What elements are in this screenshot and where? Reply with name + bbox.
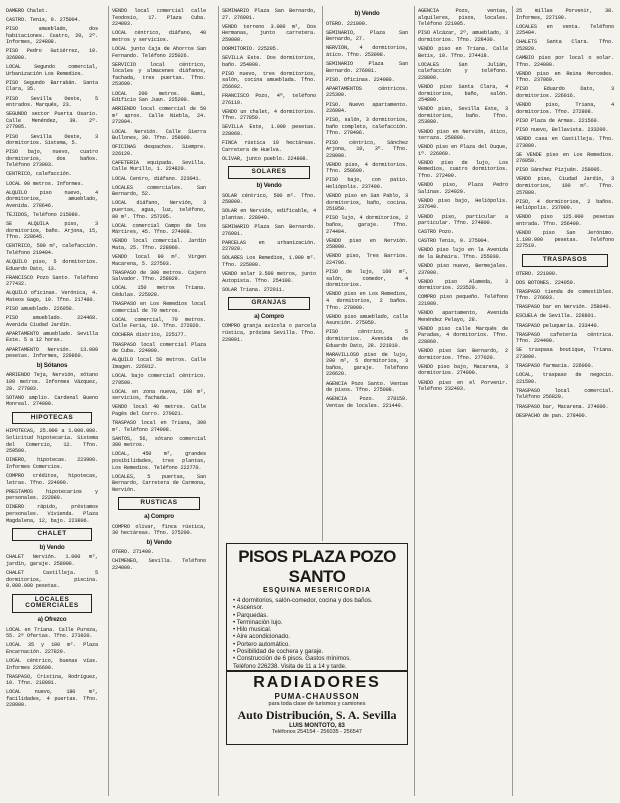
classified-ad: VENDO local comercial. Jardín Mata, 25. Tfno. 228060. — [112, 238, 206, 251]
classified-ad: PISO Plaza de Armas. 221560. — [516, 117, 600, 124]
classified-ad: LOCAL en Triana. Calle Pureza, 55. 2ª Ofertas. Tfno. 273920. — [6, 626, 98, 640]
column-rule — [108, 6, 109, 796]
classified-ad: HIPOTECAS, 25.000 a 1.000.000. Solicitud hipotecaria. Sistema del Comercio, 12. Tfno. 259500. — [6, 428, 98, 455]
classified-ad: LOCAL, traspaso de negocio. 221500. — [516, 372, 614, 385]
classified-ad: LOCAL 150 metros Triana. Cédulas. 225028. — [112, 285, 206, 298]
classified-ad: OLIVAR, junto pueblo. 224808. — [222, 155, 309, 162]
classified-ad: SE VENDE piso en Los Remedios. 276050. — [516, 151, 614, 165]
classified-ad: PARCELAS en urbanización. 227020. — [222, 239, 316, 253]
classified-ad: LOCAL nuevo, 180 m², facilidades, 4 puertas. Tfno. 228900. — [6, 689, 98, 709]
classified-ad: PRESTAMOS hipotecarios y personales. 222080. — [6, 488, 98, 502]
classified-ad: DORMITORIO. 225205. — [222, 45, 279, 52]
classified-ad: SOTANO amplio. Cardenal Bueno Monreal. 274000. — [6, 394, 98, 408]
classified-ad: VENDO local 90 m². Virgen Macarena, 5. 227503. — [112, 254, 206, 267]
ad-feature: • Terminación lujo. — [233, 619, 401, 626]
classified-ad: VENDO piso, 4 dormitorios. Tfno. 258600. — [326, 161, 408, 175]
classified-ad: TRASPASO local comercial. Teléfono 256820. — [516, 387, 614, 401]
section-heading: HIPOTECAS — [12, 412, 92, 425]
classified-ad: CENTRICO, 500 m², calefacción. Teléfono 219404. — [6, 243, 98, 256]
classified-ad: SEMINARIO Plaza San Bernardo. 276001. — [326, 61, 408, 74]
classified-ad: VENDO solar 3.500 metros, junto Autopista. Tfno. 254100. — [222, 271, 316, 284]
classified-ad: TRASPASO bar, Macarena. 274600. — [516, 403, 609, 410]
classified-ad: VENDO piso en San Pablo, 3 dormitorios, baño, cocina. 251850. — [326, 193, 408, 213]
classified-ad: LOCAL comercial, 70 metros. Calle Feria, 10. Tfno. 272020. — [112, 316, 206, 330]
classified-ad: ALQUILO oficinas. Verónica, 4. Mateos Gago, 19. Tfno. 217480. — [6, 290, 98, 303]
ad-feature: • Hilo musical. — [233, 626, 401, 633]
classified-ad: PISO Sánchez Pizjuán. 258005. — [516, 167, 603, 174]
classified-ad: COMPRO piso pequeño. Teléfono 221080. — [418, 294, 508, 308]
classified-ad: SE ALQUILA piso, 3 dormitorios, baño. Arjona, 15, Tfno. 228645. — [6, 221, 98, 241]
ad-tagline: para toda clase de turismos y camiones — [268, 701, 366, 707]
column-rule — [218, 6, 219, 796]
classified-ad: PISO, 4 dormitorios, 2 baños. Heliópolis. 237000. — [516, 198, 614, 212]
classified-ad: SOLAR céntrico, 500 m². Tfno. 258000. — [222, 192, 316, 206]
classified-ad: SEGUNDO sector Puerta Osario. Calle Menéndez, 39. 2º. 277005. — [6, 111, 98, 131]
subsection-heading: a) Compro — [144, 513, 174, 520]
subsection-heading: b) Vendo — [354, 10, 380, 17]
classified-ad: TRASPASO tienda de comestibles. Tfno. 276603. — [516, 288, 614, 302]
ad-address: LUIS MONTOTO, 83 — [289, 723, 345, 729]
classified-ad: PISO. Oficinas. 224080. — [326, 76, 395, 83]
classified-ad: VENDO terreno 3.000 m², Dos Hermanas, junto carretera. 259000. — [222, 23, 316, 43]
classified-ad: PISO, salón, 3 dormitorios, baño completo, calefacción. Tfno. 278406. — [326, 117, 408, 137]
classified-ad: DOS BOTONES. 224050. — [516, 279, 576, 286]
classified-ad: TRASPASO, Cristina, Rodríguez, 10. Tfno. 218001. — [6, 673, 98, 687]
classified-ad: APARTAMENTOS céntricos. 225300. — [326, 85, 408, 99]
radiadores-ad — [226, 671, 408, 745]
classified-ad: VENDO piso, particular a particular. Tfno. 274800. — [418, 213, 508, 227]
classified-ad: TRASPASO de 300 metros. Cajero Salvador. Tfno. 258029. — [112, 269, 206, 283]
classified-ad: VENDO piso en el Porvenir. Teléfono 232403. — [418, 379, 508, 393]
classified-ad: TRASPASO local comercial Plaza de Cuba. 224000. — [112, 341, 206, 355]
ad-phones: Teléfonos 254154 - 256035 - 256547 — [272, 729, 362, 735]
classified-ad: COMPRO granja avícola o parcela rústica, próxima Sevilla. Tfno. 229001. — [222, 323, 316, 343]
ad-footer: Teléfono 226238. Visita de 11 a 14 y tarde. — [233, 663, 347, 670]
classified-ad: LOCAL bajo comercial céntrico. 279500. — [112, 372, 206, 386]
classified-ad: DAMERO Chalet. — [6, 8, 48, 14]
ad-feature-list — [227, 597, 407, 663]
ad-feature: • Portero automático. — [233, 641, 401, 648]
ad-title: PISOS PLAZA POZO SANTO — [238, 547, 396, 586]
classified-ad: ALQUILO piso nuevo, 4 dormitorios, amueblado, Avenida. 278646. — [6, 189, 98, 209]
classified-ad: VENDO piso en Plaza del Duque, 1º. 226060. — [418, 144, 508, 157]
classified-ad: SERVICIO local céntrico, locales y almacenes diáfanos, fachada, tres puertas. Tfno. 253600. — [112, 61, 206, 88]
classified-ad: PISO Sevilla Oeste, 3 dormitorios. Sistema, 5. — [6, 133, 98, 147]
classified-ad: FRANCISCO Pozo Santo. Teléfono 277432. — [6, 274, 98, 288]
classified-ad: VENDO piso, Tres Barrios. 224706. — [326, 253, 408, 266]
classified-ad: PISO céntrico, Sánchez Arjona, 10, 3º. Tfno. 228000. — [326, 139, 408, 159]
classified-ad: PISO Pedro Gutiérrez, 10. 326800. — [6, 48, 98, 62]
classified-ad: SEVILLA Este. Dos dormitorios, baño. 254000. — [222, 55, 316, 68]
classified-ad: CASTRO Pozo. — [418, 229, 454, 236]
classified-ad: COCHERA distrito, 225177. — [112, 332, 187, 339]
classified-ad: COMPRO olivar, finca rústica, 30 hectáreas. Tfno. 275200. — [112, 523, 206, 537]
classified-ad: LOCAL junto Caja de Ahorros San Fernando. Teléfono 225026. — [112, 45, 206, 59]
classified-ad: CHALET Castilleja. 5 dormitorios, piscina. 8.000.000 pesetas. — [6, 569, 98, 590]
column-5 — [418, 8, 508, 798]
classified-ad: VENDO piso en Triana. Calle Betis, 10. Tfno. 274418. — [418, 45, 508, 59]
classified-ad: ARRIENDO Teja, Nervión, sótano 100 metros. Informes Vázquez, 28. 277003. — [6, 372, 98, 392]
classified-ad: VENDO piso en Nervión. 258000. — [326, 237, 408, 251]
classified-ad: APARTAMENTO Nervión. 13.000 pesetas. Informes, 229860. — [6, 346, 98, 360]
classified-ad: PISO amueblado, dos habitaciones. Cuatro, 20, 2º. Informes, 224808. — [6, 26, 98, 46]
classified-ad: PISO nuevo, tres dormitorios, salón, cocina amueblada. Tfno. 256602. — [222, 70, 316, 90]
classified-ad: SEMINARIO Plaza San Bernardo. 276001. — [222, 223, 316, 237]
ad-feature: • Ascensor. — [233, 604, 401, 611]
classified-ad: VENDO piso en Nervión, ático, terraza. 258800. — [418, 128, 508, 142]
classified-ad: PISO. Nuevo apartamento. 226004. — [326, 101, 408, 115]
subsection-heading: b) Sótanos — [36, 361, 68, 369]
classified-ad: FINCA rústica 10 hectáreas. Carretera de Huelva. — [222, 140, 316, 153]
classified-ad: LOCAL 200 metros. Bami, Edificio San Juan. 225200. — [112, 90, 206, 104]
section-heading: RUSTICAS — [118, 497, 200, 510]
column-3 — [222, 8, 316, 541]
classified-ad: DINERO, hipotecas. 223900. Informes Comercios. — [6, 457, 98, 470]
column-6 — [516, 8, 614, 798]
classified-ad: VENDO piso lujo en la Avenida de la Buhaira. Tfno. 255030. — [418, 247, 508, 260]
classified-ad: VENDO apartamento, Avenida Menéndez Pelayo, 28. — [418, 310, 508, 323]
classified-ad: LOCAL diáfano, Nervión, 3 puertas, agua, luz, teléfono, 80 m². Tfno. 257205. — [112, 200, 206, 220]
classified-ad: 25 millas Porvenir, 38. Informes, 227100. — [516, 8, 614, 21]
column-rule — [414, 6, 415, 796]
classified-ad: TRASPASO farmacia. 226060. — [516, 363, 594, 370]
classified-ad: SEVILLA Este, 1.000 pesetas. 228060. — [222, 124, 316, 137]
classified-ad: TRASPASO local en Triana, 300 m². Teléfono 274008. — [112, 419, 206, 433]
classified-ad: PISO amueblado. 226050. — [6, 306, 75, 313]
subsection-heading: b) Vendo — [146, 538, 172, 546]
classified-ad: TRASPASO bar en Nervión. 258040. — [516, 304, 612, 311]
ad-feature: • 4 dormitorios, salón-comedor, cocina y dos baños. — [233, 597, 401, 604]
classified-ad: AGENCIA Pozo Santo. Ventas de pisos. Tfno. 275008. — [326, 380, 408, 394]
subsection-heading: b) Vendo — [39, 543, 65, 551]
classified-ad: SOLARES Los Remedios, 1.000 m². Tfno. 225000. — [222, 255, 316, 268]
classified-ad: VENDO piso calle Marqués de Paradas, 4 dormitorios. Tfno. 228060. — [418, 325, 508, 346]
classified-ad: LOCAL Centro, diáfano. 223041. — [112, 175, 202, 182]
classified-ad: PISO lujo, 4 dormitorios, 2 baños, garaje. Tfno. 274404. — [326, 215, 408, 235]
classified-ad: SOLAR en Nervión, edificable, 4 plantas. 228040. — [222, 208, 316, 221]
classified-ad: PISO Segundo Barrabán. Santa Clara, 35. — [6, 79, 98, 93]
classified-ad: AGENCIA Pozo, ventas, alquileres, pisos, locales. Teléfono 221005. — [418, 8, 508, 28]
classified-ad: COMPRO créditos, hipotecas, letras. Tfno. 224000. — [6, 472, 98, 486]
pisos-plaza-pozo-santo-ad — [226, 543, 408, 671]
classified-ad: TRASPASO peluquería. 233440. — [516, 322, 600, 329]
classified-ad: VENDO piso de lujo, Los Remedios, cuatro dormitorios. Tfno. 272400. — [418, 159, 508, 180]
classified-ad: CAFETERIA equipada. Sevilla. Calle Murillo, 1. 224820. — [112, 159, 206, 173]
classified-ad: CASTRO Tenis, 9. 275004. — [418, 238, 490, 245]
classified-ad: FRANCISCO Pozo, 4º, teléfono 276110. — [222, 93, 316, 106]
classified-ad: VENDO piso bajo, Macarena, 3 dormitorios. 274000. — [418, 363, 508, 377]
ad-feature: • Construcción de 6 pisos. Gastos mínimos. — [233, 655, 401, 662]
ad-brand: PUMA-CHAUSSON — [274, 692, 360, 701]
classified-ad: LOCAL Segundo comercial, Urbanización Los Remedios. — [6, 64, 98, 77]
classified-ad: APARTAMENTO amueblado. Sevilla Este. 5 a 12 horas. — [6, 330, 98, 344]
classified-ad: DESPACHO de pan. 278400. — [516, 412, 588, 419]
classified-ad: CHALETS Santa Clara. Tfno. 252820. — [516, 39, 614, 52]
classified-ad: CENTRICO, calefacción. — [6, 171, 72, 178]
subsection-heading: b) Vendo — [256, 181, 282, 189]
section-heading: CHALET — [12, 528, 92, 541]
column-rule — [512, 6, 513, 796]
classified-ad: PISO de lujo, 160 m², salón, comedor, 4 dormitorios. — [326, 269, 408, 289]
classified-ad: LOCAL, 450 m², grandes posibilidades, tres plantas, Los Remedios. Teléfono 222770. — [112, 451, 206, 471]
classified-ad: PISO Eduardo Dato, 3 dormitorios. 226016. — [516, 86, 614, 100]
column-rule — [322, 6, 323, 541]
classified-ad: CHALET Nervión. 1.000 m², jardín, garaje. 258000. — [6, 554, 98, 567]
classified-ad: VENDO local comercial calle Teodosio, 17. Plaza Cuba. 224803. — [112, 8, 206, 28]
classified-ad: VENDO casa en Castilleja. Tfno. 273000. — [516, 136, 614, 149]
classified-ad: LOCAL comercial Campo de los Mártires, 45. Tfno. 274008. — [112, 222, 206, 236]
classified-ad: ESCUELA de Sevilla. 228801. — [516, 313, 597, 320]
classified-ad: LOCALES comerciales. San Bernardo, 52. — [112, 184, 206, 198]
classified-ad: OTERO. 221000. — [326, 20, 368, 27]
section-heading: SOLARES — [228, 166, 310, 179]
section-heading: GRANJAS — [228, 297, 310, 310]
ad-feature: • Posibilidad de cochera y garaje. — [233, 648, 401, 655]
subsection-heading: a) Compro — [254, 312, 284, 320]
subsection-heading: a) Ofrezco — [37, 615, 67, 623]
classified-ad: LOCAL en zona nueva, 100 m², servicios, fachada. — [112, 388, 206, 402]
classified-ad: VENDO piso San Jerónimo. 1.100.000 pesetas. Teléfono 227510. — [516, 230, 614, 250]
classified-ad: SANTOS, 56, sótano comercial 300 metros. — [112, 435, 206, 449]
classified-ad: DINERO rápido, préstamos personales. Vivienda. Plaza Magdalena, 12, bajo. 223806. — [6, 504, 98, 524]
classified-ad: VENDO piso, Plaza Pedro Salinas. 224020. — [418, 182, 508, 195]
classified-ad: LOCALES, 5 puertas, San Bernardo, Carretera de Carmona, Nervión. — [112, 473, 206, 493]
column-1 — [6, 8, 98, 798]
classified-ad: LOCAL céntrico, buenas vías. Informes 226600. — [6, 657, 98, 671]
classified-ad: VENDO piso Alameda, 3 dormitorios. 223520. — [418, 278, 508, 292]
classified-ad: PISO Alcázar, 2º, amueblado, 3 dormitorios. Tfno. 228430. — [418, 30, 508, 43]
classified-ad: ALQUILO local 50 metros. Calle Imagen. 226012. — [112, 357, 206, 370]
classified-ad: VENDO local 40 metros. Calle Pagés del Corro. 270021. — [112, 404, 206, 417]
column-4 — [326, 8, 408, 541]
classified-ad: SEMINARIO Plaza San Bernardo, 27. 276001. — [222, 8, 316, 21]
classified-ad: VENDO piso San Bernardo, 2 dormitorios. Tfno. 277020. — [418, 348, 508, 361]
classified-ad: NERVION, 4 dormitorios, ático. Tfno. 253008. — [326, 45, 408, 58]
classified-ad: PISO bajo, nuevo, cuatro dormitorios, dos baños. Teléfono 273003. — [6, 149, 98, 169]
section-heading: TRASPASOS — [522, 254, 608, 267]
ad-subtitle: ESQUINA MESERICORDIA — [262, 587, 372, 594]
classified-ad: VENDO piso bajo, Heliópolis. 237640. — [418, 197, 508, 211]
classified-ad: LOCAL Nervión. Calle Sierra Bullones, 30. Tfno. 258000. — [112, 128, 206, 142]
classified-ad: PISO céntrico, 5 dormitorios. Avenida de Eduardo Dato, 28. 221010. — [326, 329, 408, 349]
classified-ad: CHIMENEO, Sevilla. Teléfono 224000. — [112, 558, 206, 572]
classified-ad: VENDO piso, Ciudad Jardín, 3 dormitorios, 100 m². Tfno. 257800. — [516, 176, 614, 196]
classified-ad: OTERO. 271400. — [112, 549, 154, 556]
classified-ad: SE traspasa boutique, Triana. 273800. — [516, 347, 614, 360]
classified-ad: TRASPASO cafetería céntrica. Tfno. 224400. — [516, 331, 614, 345]
classified-ad: PISO bajo, con patio. Heliópolis. 237400. — [326, 177, 408, 191]
classified-ad: VENDO piso nuevo, Bermejales. 237000. — [418, 263, 508, 276]
classified-ad: VENDO piso en Reina Mercedes. Tfno. 237060. — [516, 70, 614, 84]
ad-feature: • Aire acondicionado. — [233, 633, 401, 640]
classified-ad: VENDO un chalet, 4 dormitorios. Tfno. 277850. — [222, 108, 316, 122]
classified-ad: LOCAL céntrico, diáfano, 40 metros y servicios. — [112, 30, 206, 43]
classified-ad: CASTRO. Tenis, 9. 275004. — [6, 17, 81, 24]
classified-ad: VENDO piso en Los Remedios, 4 dormitorios, 2 baños. Tfno. 278000. — [326, 291, 408, 311]
classified-ad: VENDO piso Santa Clara, 4 dormitorios, baño, salón. 254800. — [418, 83, 508, 104]
ad-title: RADIADORES — [253, 674, 381, 691]
classified-ad: LOCAL 35 y 100 m². Plaza Encarnación. 227820. — [6, 642, 98, 655]
section-heading: LOCALES COMERCIALES — [12, 594, 92, 613]
classified-ad: LOCALES San Julián, calefacción y teléfono. 228000. — [418, 61, 508, 81]
classified-ad: LOCAL 90 metros. Informes. — [6, 180, 84, 187]
classified-ad: OFICINAS despachos. Siempre. 226120. — [112, 144, 206, 157]
classified-ad: TEJIDOS, Teléfono 215080. — [6, 211, 81, 218]
classified-ad: PISO Sevilla Oeste, 5 entrados. Marqués, 23. — [6, 95, 98, 109]
classified-ad: VENDO piso, Triana, 4 dormitorios. Tfno. 272808. — [516, 102, 614, 115]
classified-ad: LOCALES en venta. Teléfono 225404. — [516, 23, 614, 37]
classified-ad: SOLAR Triana. 272011. — [222, 286, 285, 293]
classified-ad: VENDO piso, Sevilla Este, 3 dormitorios, baño. Tfno. 253880. — [418, 106, 508, 126]
classified-ad: AGENCIA Pozo. 278150. Ventas de locales. 221440. — [326, 396, 408, 409]
classified-ad: TRASPASO en Los Remedios local comercial de 70 metros. — [112, 301, 206, 314]
classified-ad: VENDO piso amueblado, calle Asunción. 275050. — [326, 313, 408, 327]
classified-ad: MARAVILLOSO piso de lujo, 200 m², 5 dormitorios, 3 baños, garaje. Teléfono 226620. — [326, 351, 408, 378]
classified-ad: ALQUILO piso, 5 dormitorios. Eduardo Dato, 13. — [6, 259, 98, 272]
classified-ad: VENDO piso 125.000 pesetas entrada. Tfno. 256400. — [516, 214, 614, 228]
column-2 — [112, 8, 206, 798]
classified-ad: SEMINARIO, Plaza San Bernardo, 27. — [326, 29, 408, 43]
classified-ad: ARRIENDO local comercial de 50 m² aprox. Calle Niebla, 24. 272004. — [112, 106, 206, 126]
classified-ad: PISO nuevo, Bellavista. 233200. — [516, 126, 609, 133]
classified-ad: PISO amueblado. 224468. Avenida Ciudad Jardín. — [6, 315, 98, 328]
ad-feature: • Parquedas. — [233, 612, 401, 619]
classified-ad: CAMBIO piso por local o solar. Tfno. 224000. — [516, 55, 614, 68]
ad-company: Auto Distribución, S. A. Sevilla — [237, 708, 397, 722]
classified-ad: OTERO. 221000. — [516, 270, 558, 277]
